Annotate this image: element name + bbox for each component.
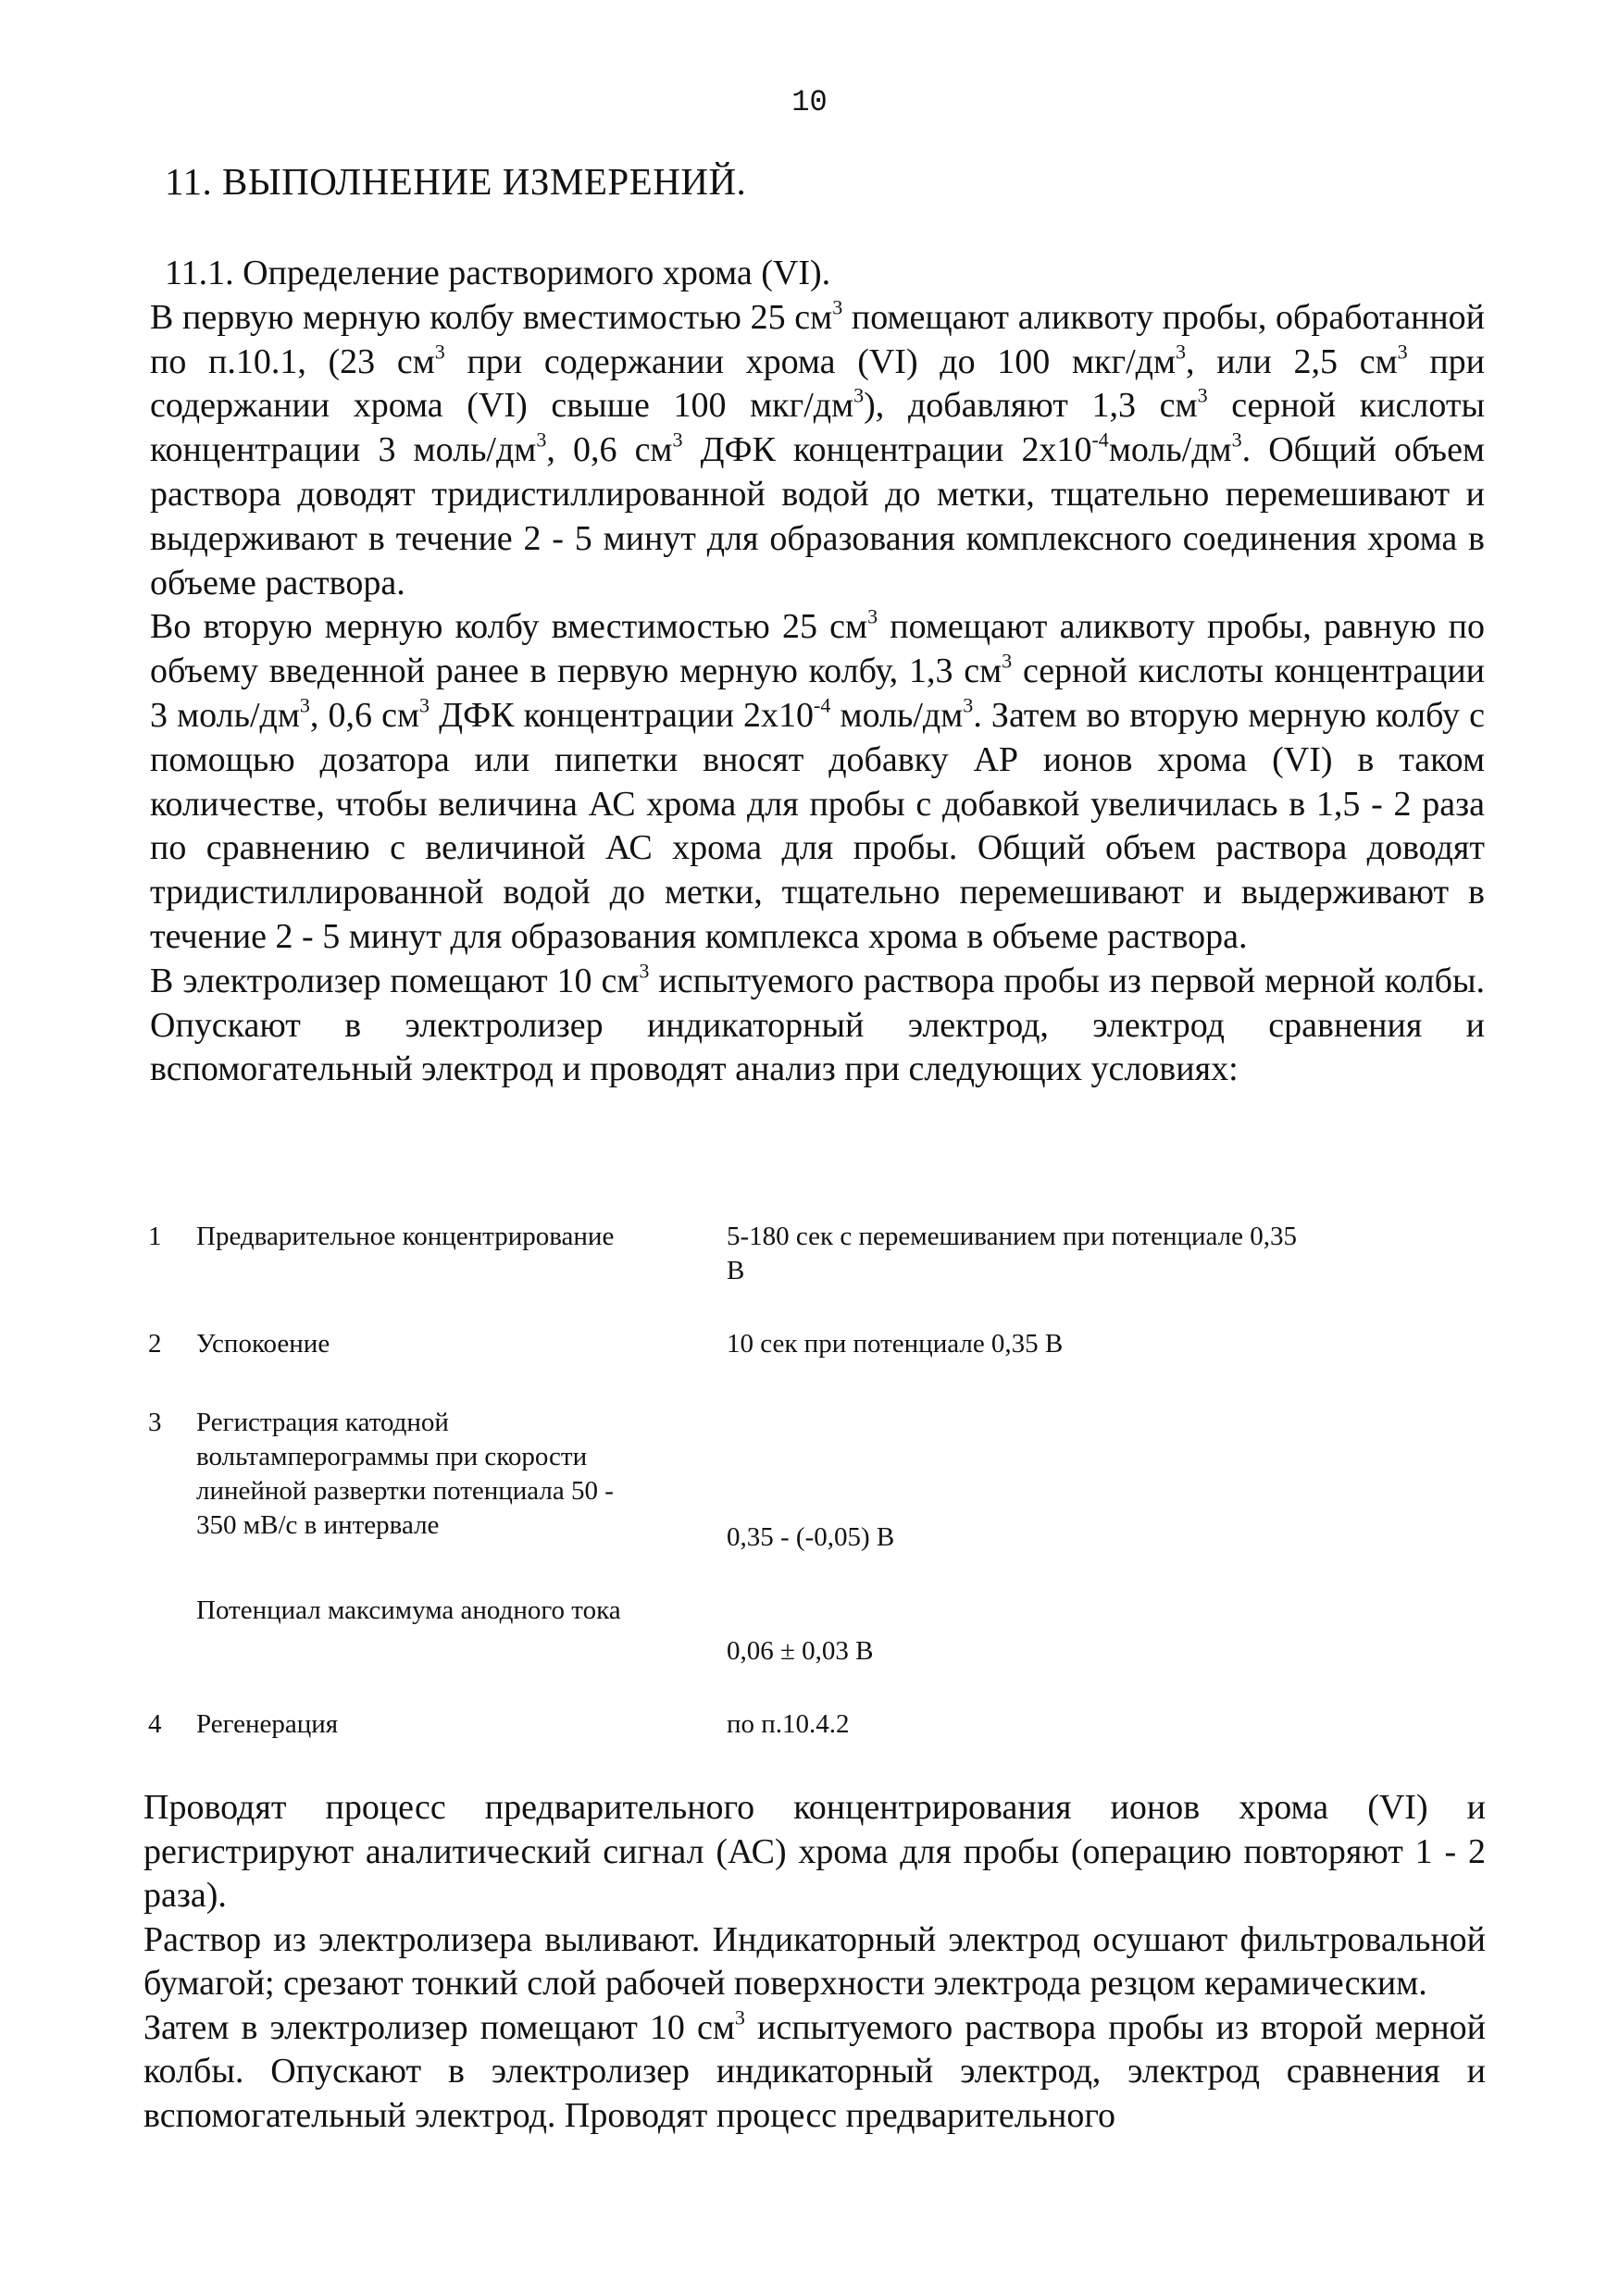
condition-value: по п.10.4.2 bbox=[727, 1709, 850, 1739]
condition-number: 1 bbox=[148, 1222, 162, 1251]
condition-number: 3 bbox=[148, 1408, 162, 1437]
condition-name: Успокоение bbox=[196, 1329, 330, 1359]
condition-value: 0,35 - (-0,05) В bbox=[727, 1522, 895, 1552]
paragraph-second-sample: Затем в электролизер помещают 10 $см^3$ испытуемого раствора пробы из второй мерной колбы. Опускают в электролизер индикаторный электрод, электрод сравнения и вспомогательный электрод. Проводят процесс предварительного bbox=[143, 2005, 1486, 2135]
condition-name: Регенерация bbox=[196, 1709, 339, 1739]
condition-value: 10 сек при потенциале 0,35 В bbox=[727, 1329, 1064, 1359]
condition-name: Регистрация катодной вольтамперограммы при скорости линейной развертки потенциала 50 - 350 мВ/с в интервале bbox=[196, 1408, 614, 1540]
condition-value: 0,06 ± 0,03 В bbox=[727, 1636, 874, 1666]
text-block-upper bbox=[150, 252, 1485, 1092]
paragraph-first-flask: В первую мерную колбу вместимостью 25 $см^3$ помещают аликвоту пробы, обработанной по п.10.1, (23 $см^3$ при содержании хрома (VI) до 100 мкг/$дм^3$, или 2,5 $см^3$ при содержании хрома (VI) свыше 100 мкг/$дм^3$), добавляют 1,3 $см^3$ серной кислоты концентрации 3 моль/$дм^3$, 0,6 $см^3$ ДФК концентрации $2х10^{-4}моль/дм^3$. Общий объем раствора доводят тридистиллированной водой до метки, тщательно перемешивают и выдерживают в течение 2 - 5 минут для образования комплексного соединения хрома в объеме раствора. bbox=[150, 295, 1485, 602]
paragraph-concentration: Проводят процесс предварительного концентрирования ионов хрома (VI) и регистрируют аналитический сигнал (АС) хрома для пробы (операцию повторяют 1 - 2 раза). bbox=[143, 1788, 1486, 1915]
condition-name: Потенциал максимума анодного тока bbox=[196, 1595, 621, 1625]
paragraph-second-flask: Во вторую мерную колбу вместимостью 25 $см^3$ помещают аликвоту пробы, равную по объему введенной ранее в первую мерную колбу, 1,3 $см^3$ серной кислоты концентрации 3 моль/$дм^3$, 0,6 $см^3$ ДФК концентрации $2х10^{-4}$ моль/$дм^3$. Затем во вторую мерную колбу с помощью дозатора или пипетки вносят добавку АР ионов хрома (VI) в таком количестве, чтобы величина АС хрома для пробы с добавкой увеличилась в 1,5 - 2 раза по сравнению с величиной АС хрома для пробы. Общий объем раствора доводят тридистиллированной водой до метки, тщательно перемешивают и выдерживают в течение 2 - 5 минут для образования комплекса хрома в объеме раствора. bbox=[150, 604, 1485, 956]
subsection-title: 11.1. Определение растворимого хрома (VI). bbox=[165, 254, 831, 292]
paragraph-cleaning: Раствор из электролизера выливают. Индикаторный электрод осушают фильтровальной бумагой; срезают тонкий слой рабочей поверхности электрода резцом керамическим. bbox=[143, 1919, 1486, 2003]
condition-number: 2 bbox=[148, 1329, 162, 1359]
text-block-lower bbox=[143, 1786, 1486, 2138]
condition-number: 4 bbox=[148, 1709, 162, 1739]
condition-name: Предварительное концентрирование bbox=[196, 1222, 615, 1251]
paragraph-electrolyzer: В электролизер помещают 10 $см^3$ испытуемого раствора пробы из первой мерной колбы. Опускают в электролизер индикаторный электрод, электрод сравнения и вспомогательный электрод и проводят анализ при следующих условиях: bbox=[150, 959, 1485, 1089]
page-number: 10 bbox=[791, 85, 828, 119]
condition-value: 5-180 сек с перемешиванием при потенциале 0,35 В bbox=[727, 1222, 1297, 1285]
section-title: 11. ВЫПОЛНЕНИЕ ИЗМЕРЕНИЙ. bbox=[165, 160, 747, 203]
